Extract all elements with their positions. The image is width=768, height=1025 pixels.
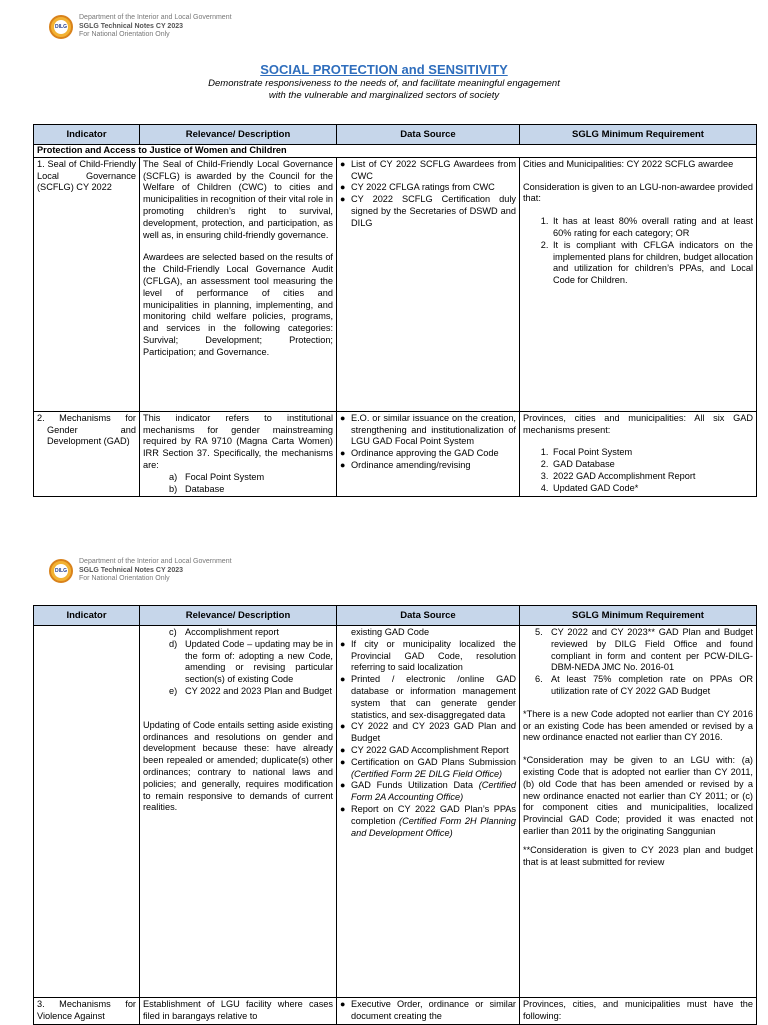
- table-row: [34, 626, 757, 998]
- data-source-item: ● CY 2022 SCFLG Certification duly signed by the Secretaries of DSWD and DILG: [340, 194, 516, 229]
- description-paragraph: Updating of Code entails setting aside existing ordinances and resolutions on gender and development because these: have already been repealed or amended; duplicate(s) other ordinances; contrary to national laws and policies; and generally, requires modification to remain responsive to demands of current realities.: [143, 719, 333, 813]
- requirement-note: **Consideration is given to CY 2023 plan and budget that is at least submitted for review: [523, 844, 753, 867]
- requirement-cell: [520, 157, 757, 411]
- requirement-item: 1. It has at least 80% overall rating and at least 60% rating for each category; OR: [551, 216, 753, 240]
- requirement-note: *There is a new Code adopted not earlier than CY 2016 or an existing Code has been amended or revised by a new ordinance enacted not earlier than CY 2016.: [523, 708, 753, 743]
- description-item: [169, 483, 333, 496]
- description-cell: [140, 411, 337, 497]
- description-item: [169, 471, 333, 484]
- description-item: [169, 627, 333, 639]
- col-header-description: Relevance/ Description: [140, 606, 337, 626]
- col-header-indicator: Indicator: [34, 606, 140, 626]
- page-title: SOCIAL PROTECTION and SENSITIVITY: [260, 62, 508, 77]
- data-source-item: [340, 780, 516, 804]
- data-source-item: ● Ordinance approving the GAD Code: [340, 448, 516, 460]
- description-paragraph: Awardees are selected based on the results of the Child-Friendly Local Governance Audit (CFLGA), an assessment tool measuring the level of performance of cities and municipalities in planning, implementing, and monitoring child welfare policies, programs, and services in the following categories: Survival; Development; Protection; Participation; and Governance.: [143, 252, 333, 357]
- description-item: [169, 638, 333, 686]
- page-subtitle-line2: with the vulnerable and marginalized sectors of society: [268, 90, 500, 101]
- data-source-item: [340, 757, 516, 781]
- requirement-item: [535, 674, 753, 698]
- requirement-cell: Provinces, cities, and municipalities must have the following:: [520, 998, 757, 1025]
- item-letter: a): [169, 471, 178, 482]
- description-cell: Establishment of LGU facility where cases filed in barangays relative to: [140, 998, 337, 1025]
- item-letter: e): [169, 685, 178, 696]
- description-cell: [140, 626, 337, 998]
- item-letter: c): [169, 627, 177, 637]
- item-text: CY 2022 and CY 2023** GAD Plan and Budget reviewed by DILG Field Office and found compliant in form and content per PCW-DILG-DBM-NEDA JMC No. 2016-01: [551, 627, 753, 673]
- data-source-continuation: existing GAD Code: [351, 627, 430, 637]
- source-note: (Certified Form 2A Accounting Office): [351, 780, 516, 803]
- col-header-description: Relevance/ Description: [140, 125, 337, 145]
- data-source-cell: [337, 411, 520, 497]
- col-header-requirement: SGLG Minimum Requirement: [520, 125, 757, 145]
- title-block: [0, 62, 768, 102]
- source-text: If city or municipality localized the Provincial GAD Code, resolution referring to said localization: [351, 638, 516, 673]
- col-header-data-source: Data Source: [337, 125, 520, 145]
- header-orientation-note: For National Orientation Only: [79, 31, 170, 38]
- page-header: [49, 558, 232, 584]
- source-text: Certification on GAD Plans Submission: [351, 756, 516, 767]
- item-text: CY 2022 and 2023 Plan and Budget: [185, 685, 332, 696]
- data-source-item: ● CY 2022 CFLGA ratings from CWC: [340, 182, 516, 194]
- dilg-seal-logo: [49, 559, 73, 583]
- table-header-row: [34, 125, 757, 145]
- requirement-item: 2. It is compliant with CFLGA indicators on the implemented plans for children, budget allocation and utilization for children’s PPAs, and Local Code for Children.: [551, 240, 753, 287]
- requirement-cell: [520, 411, 757, 497]
- item-text: At least 75% completion rate on PPAs OR utilization rate of CY 2022 GAD Budget: [551, 674, 753, 696]
- page-header: [49, 14, 232, 40]
- header-doc-name: SGLG Technical Notes CY 2023: [79, 566, 184, 574]
- source-note: (Certified Form 2H Planning and Development Office): [351, 815, 516, 838]
- indicator-cell: 3. Mechanisms for Violence Against: [34, 998, 140, 1025]
- item-text: Accomplishment report: [185, 627, 279, 637]
- item-text: Updated Code – updating may be in the form of: adopting a new Code, amending or revising particular section(s) of existing Code: [185, 638, 333, 685]
- description-paragraph: The Seal of Child-Friendly Local Governance (SCFLG) is awarded by the Council for the Welfare of Children (CWC) to cities and municipalities in recognition of their vital role in promoting children’s right to survival, development, protection, and participation, as well as, in ensuring child-friendly governance.: [143, 158, 333, 240]
- requirement-item: [535, 627, 753, 674]
- description-item: [169, 685, 333, 698]
- header-doc-name: SGLG Technical Notes CY 2023: [79, 22, 184, 30]
- requirement-paragraph: Consideration is given to an LGU-non-awardee provided that:: [523, 181, 753, 204]
- col-header-indicator: Indicator: [34, 125, 140, 145]
- data-source-item: [340, 639, 516, 674]
- requirement-paragraph: Provinces, cities and municipalities: All six GAD mechanisms present:: [523, 412, 753, 435]
- requirement-cell: [520, 626, 757, 998]
- item-letter: d): [169, 638, 178, 649]
- data-source-item: [340, 804, 516, 839]
- requirement-item: 2. GAD Database: [551, 459, 753, 471]
- indicator-cell: [34, 411, 140, 497]
- table-row: [34, 157, 757, 411]
- data-source-item: ● Ordinance amending/revising: [340, 460, 516, 472]
- table-header-row: [34, 606, 757, 626]
- data-source-item: ● E.O. or similar issuance on the creation, strengthening and institutionalization of LGU GAD Focal Point System: [340, 413, 516, 448]
- indicator-table-2: [33, 605, 757, 1025]
- source-text: CY 2022 and CY 2023 GAD Plan and Budget: [351, 721, 516, 744]
- source-text: Report on CY 2022 GAD Plan’s PPAs completion: [351, 803, 516, 826]
- dilg-seal-text: DILG: [54, 564, 68, 578]
- indicator-cell: [34, 626, 140, 998]
- requirement-note: *Consideration may be given to an LGU with: (a) existing Code that is adopted not earlier than CY 2011, (b) old Code that has been amended or revised by a new ordinance enacted not earlier than CY 2011; or (c) for component cities and municipalities, localized Provincial GAD Code; provided it was enacted not earlier than 2011 by the originating Sanggunian: [523, 755, 753, 836]
- description-paragraph: This indicator refers to institutional mechanisms for gender mainstreaming required by RA 9710 (Magna Carta Women) IRR Section 37. Specifically, the mechanisms are:: [143, 412, 333, 470]
- header-orientation-note: For National Orientation Only: [79, 575, 170, 582]
- item-letter: b): [169, 483, 178, 494]
- dilg-seal-text: DILG: [54, 20, 68, 34]
- requirement-paragraph: Cities and Municipalities: CY 2022 SCFLG awardee: [523, 158, 734, 169]
- data-source-item: [340, 745, 516, 757]
- table-row: [34, 998, 757, 1025]
- header-department: Department of the Interior and Local Government: [79, 14, 232, 21]
- requirement-item: 3. 2022 GAD Accomplishment Report: [551, 471, 753, 483]
- item-number: 5.: [535, 627, 543, 637]
- source-text: Printed / electronic /online GAD database or information management system that can generate gender statistics, and sex-disaggregated data: [351, 674, 516, 720]
- item-number: 6.: [535, 674, 543, 685]
- requirement-item: 4. Updated GAD Code*: [551, 483, 753, 495]
- data-source-item: [340, 721, 516, 745]
- requirement-item: 1. Focal Point System: [551, 447, 753, 459]
- page-subtitle-line1: Demonstrate responsiveness to the needs of, and facilitate meaningful engagement: [208, 78, 560, 89]
- data-source-item: ● List of CY 2022 SCFLG Awardees from CWC: [340, 159, 516, 183]
- indicator-table-1: [33, 124, 757, 497]
- source-note: (Certified Form 2E DILG Field Office): [351, 768, 503, 779]
- data-source-item: ● Executive Order, ordinance or similar document creating the: [340, 999, 516, 1023]
- data-source-cell: [337, 998, 520, 1025]
- data-source-item: [340, 674, 516, 721]
- section-row: [34, 145, 757, 158]
- indicator-text: 2. Mechanisms for Gender and Development (GAD): [37, 412, 136, 447]
- header-department: Department of the Interior and Local Government: [79, 558, 232, 565]
- description-cell: [140, 157, 337, 411]
- col-header-data-source: Data Source: [337, 606, 520, 626]
- dilg-seal-logo: [49, 15, 73, 39]
- table-row: [34, 411, 757, 497]
- col-header-requirement: SGLG Minimum Requirement: [520, 606, 757, 626]
- section-title: Protection and Access to Justice of Women and Children: [34, 145, 757, 158]
- item-text: Focal Point System: [185, 471, 265, 482]
- data-source-cell: [337, 626, 520, 998]
- item-text: Database: [185, 483, 225, 494]
- indicator-cell: 1. Seal of Child-Friendly Local Governance (SCFLG) CY 2022: [34, 157, 140, 411]
- source-text: CY 2022 GAD Accomplishment Report: [351, 744, 509, 755]
- source-text: GAD Funds Utilization Data: [351, 780, 473, 791]
- data-source-cell: [337, 157, 520, 411]
